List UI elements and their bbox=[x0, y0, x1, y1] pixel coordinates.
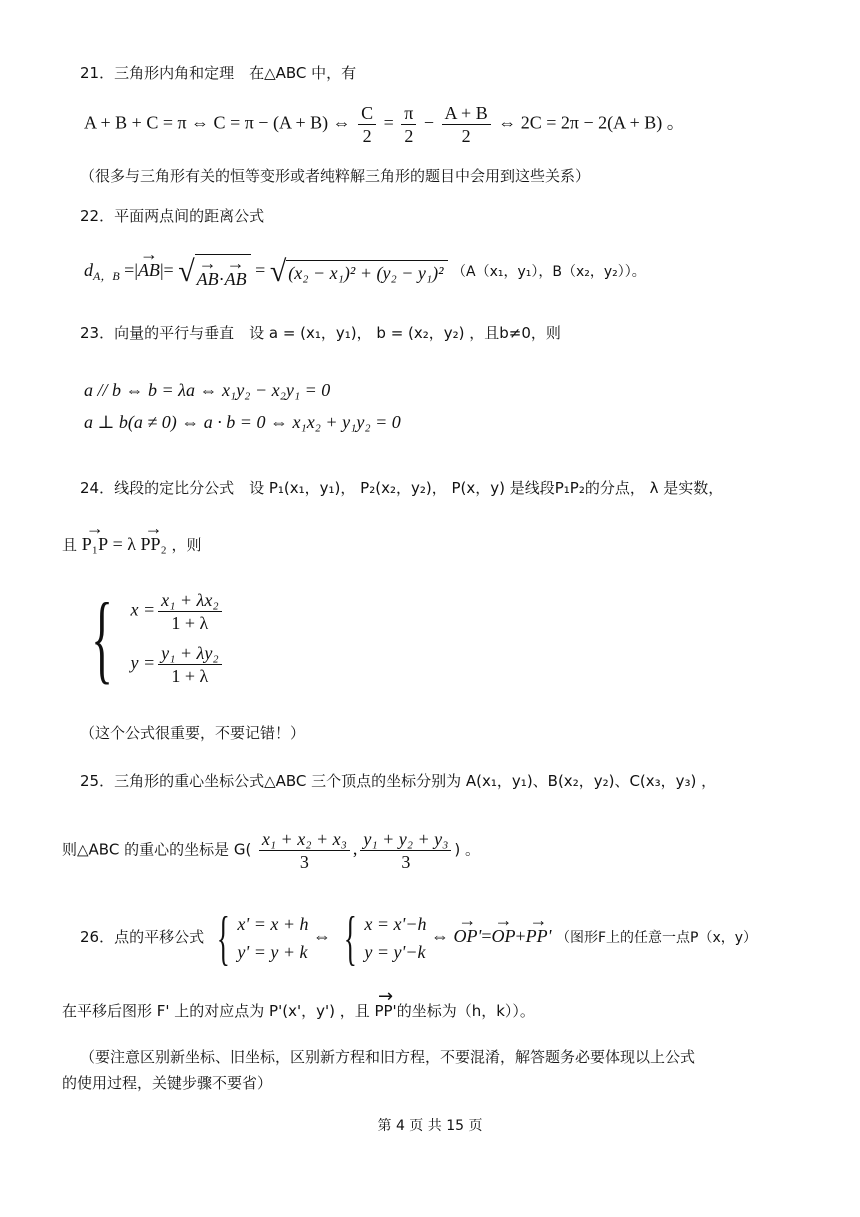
sqrt-coordinates: √ (x₂ − x₁)² + (y₂ − y₁)² bbox=[270, 255, 448, 289]
centroid-y-fraction: $\frac{\text{y₁ + y₂ + y₃}}{3}$ bbox=[360, 828, 451, 873]
cond-prefix: 且 bbox=[62, 536, 82, 554]
section-21-note: （很多与三角形有关的恒等变形或者纯粹解三角形的题目中会用到这些关系） bbox=[80, 167, 591, 185]
vector-pp2: → PP₂ bbox=[140, 522, 166, 555]
vector-p1p: → P₁P bbox=[82, 522, 108, 555]
line2-suffix: 的坐标为（h，k））。 bbox=[396, 1002, 535, 1020]
vector-pp-prime: → PP' bbox=[526, 914, 552, 947]
x-lhs: x = bbox=[130, 599, 156, 620]
system-b: x = x'−h y = y'−k bbox=[364, 914, 427, 962]
section-26-note-line1: （要注意区别新坐标、旧坐标，区别新方程和旧方程，不要混淆，解答题务必要体现以上公式 bbox=[80, 1048, 696, 1066]
iff-sign: ⇔ bbox=[313, 926, 332, 947]
equals-sign: = bbox=[383, 112, 394, 133]
section-22-formula bbox=[84, 248, 646, 290]
section-21-formula bbox=[84, 102, 685, 147]
section-24-title: 24．线段的定比分公式 设 P₁(x₁，y₁)， P₂(x₂，y₂)， P(x，y) 是线段P₁P₂的分点， λ 是实数， bbox=[80, 479, 724, 497]
centroid-prefix: 则△ABC 的重心的坐标是 G( bbox=[62, 840, 252, 859]
distance-subscript: A，B bbox=[93, 269, 120, 283]
left-brace: { bbox=[216, 905, 230, 971]
x-fraction: $\frac{\text{x₁ + λx₂}}{1 + \lambda}$ bbox=[158, 589, 221, 634]
vector-op-prime: → OP' bbox=[453, 914, 481, 947]
section-26-title: 26．点的平移公式 bbox=[80, 928, 205, 947]
section-21-title: 21．三角形内角和定理 在△ABC 中，有 bbox=[80, 64, 357, 82]
fraction-ab-over-2: $\frac{A + B}{2}$ bbox=[442, 102, 491, 147]
section-22-points: （A（x₁，y₁），B（x₂，y₂））。 bbox=[452, 264, 646, 280]
section-26-note-line2: 的使用过程，关键步骤不要省） bbox=[62, 1074, 273, 1092]
abs-close: |= bbox=[159, 260, 174, 280]
section-24-note: （这个公式很重要，不要记错！） bbox=[80, 724, 306, 742]
sqrt-dot-product: √→ AB·→ AB bbox=[178, 254, 250, 290]
formula-part2: ⇔ 2C = 2π − 2(A + B) 。 bbox=[498, 112, 685, 133]
section-24-system bbox=[78, 582, 225, 693]
iff-sign: ⇔ bbox=[430, 926, 449, 947]
abs-open: =| bbox=[124, 260, 138, 280]
left-brace: { bbox=[91, 582, 113, 693]
cond-suffix: ，则 bbox=[166, 536, 202, 554]
distance-symbol: d bbox=[84, 260, 93, 280]
minus-sign: − bbox=[423, 112, 435, 133]
section-25-title: 25．三角形的重心坐标公式△ABC 三个顶点的坐标分别为 A(x₁，y₁)、B(x₂，y₂)、C(x₃，y₃) ， bbox=[80, 772, 717, 790]
section-23-title: 23．向量的平行与垂直 设 a = (x₁，y₁)， b = (x₂，y₂) ，且b≠0，则 bbox=[80, 324, 561, 342]
section-22-title: 22．平面两点间的距离公式 bbox=[80, 207, 265, 225]
section-25-centroid bbox=[62, 828, 480, 873]
comma: , bbox=[352, 838, 358, 859]
centroid-x-fraction: $\frac{\text{x₁ + x₂ + x₃}}{3}$ bbox=[259, 828, 350, 873]
formula-part1: A + B + C = π ⇔ C = π − (A + B) ⇔ bbox=[84, 112, 351, 133]
section-24-condition bbox=[62, 522, 202, 555]
vector-pp-prime: → PP' bbox=[374, 990, 396, 1020]
section-23-parallel: a // b ⇔ b = λa ⇔ x₁y₂ − x₂y₁ = 0 bbox=[84, 380, 331, 400]
page-footer: 第 4 页 共 15 页 bbox=[377, 1118, 483, 1134]
system-a: x' = x + h y' = y + k bbox=[237, 914, 309, 962]
line2-prefix: 在平移后图形 F' 上的对应点为 P'(x'，y') ，且 bbox=[62, 1002, 375, 1020]
left-brace: { bbox=[343, 905, 357, 971]
y-fraction: $\frac{\text{y₁ + λy₂}}{1 + \lambda}$ bbox=[158, 642, 221, 687]
fraction-pi-over-2: $\frac{\pi}{2}$ bbox=[401, 102, 416, 147]
y-lhs: y = bbox=[130, 652, 156, 673]
section-26-line2 bbox=[62, 990, 535, 1021]
section-23-perpendicular: a ⊥ b(a ≠ 0) ⇔ a · b = 0 ⇔ x₁x₂ + y₁y₂ = 0 bbox=[84, 412, 401, 432]
vector-ab: → AB bbox=[138, 248, 160, 281]
section-26-tail: （图形F上的任意一点P（x，y） bbox=[555, 930, 758, 947]
vector-op: → OP bbox=[491, 914, 515, 947]
section-26-formula bbox=[80, 905, 758, 971]
fraction-c-over-2: $\frac{C}{2}$ bbox=[358, 102, 376, 147]
equals-sign: = bbox=[255, 260, 266, 280]
centroid-suffix: ) 。 bbox=[454, 840, 481, 859]
plus-sign: + bbox=[515, 926, 526, 947]
lambda-factor: = λ bbox=[108, 534, 141, 554]
equals-sign: = bbox=[481, 926, 492, 947]
